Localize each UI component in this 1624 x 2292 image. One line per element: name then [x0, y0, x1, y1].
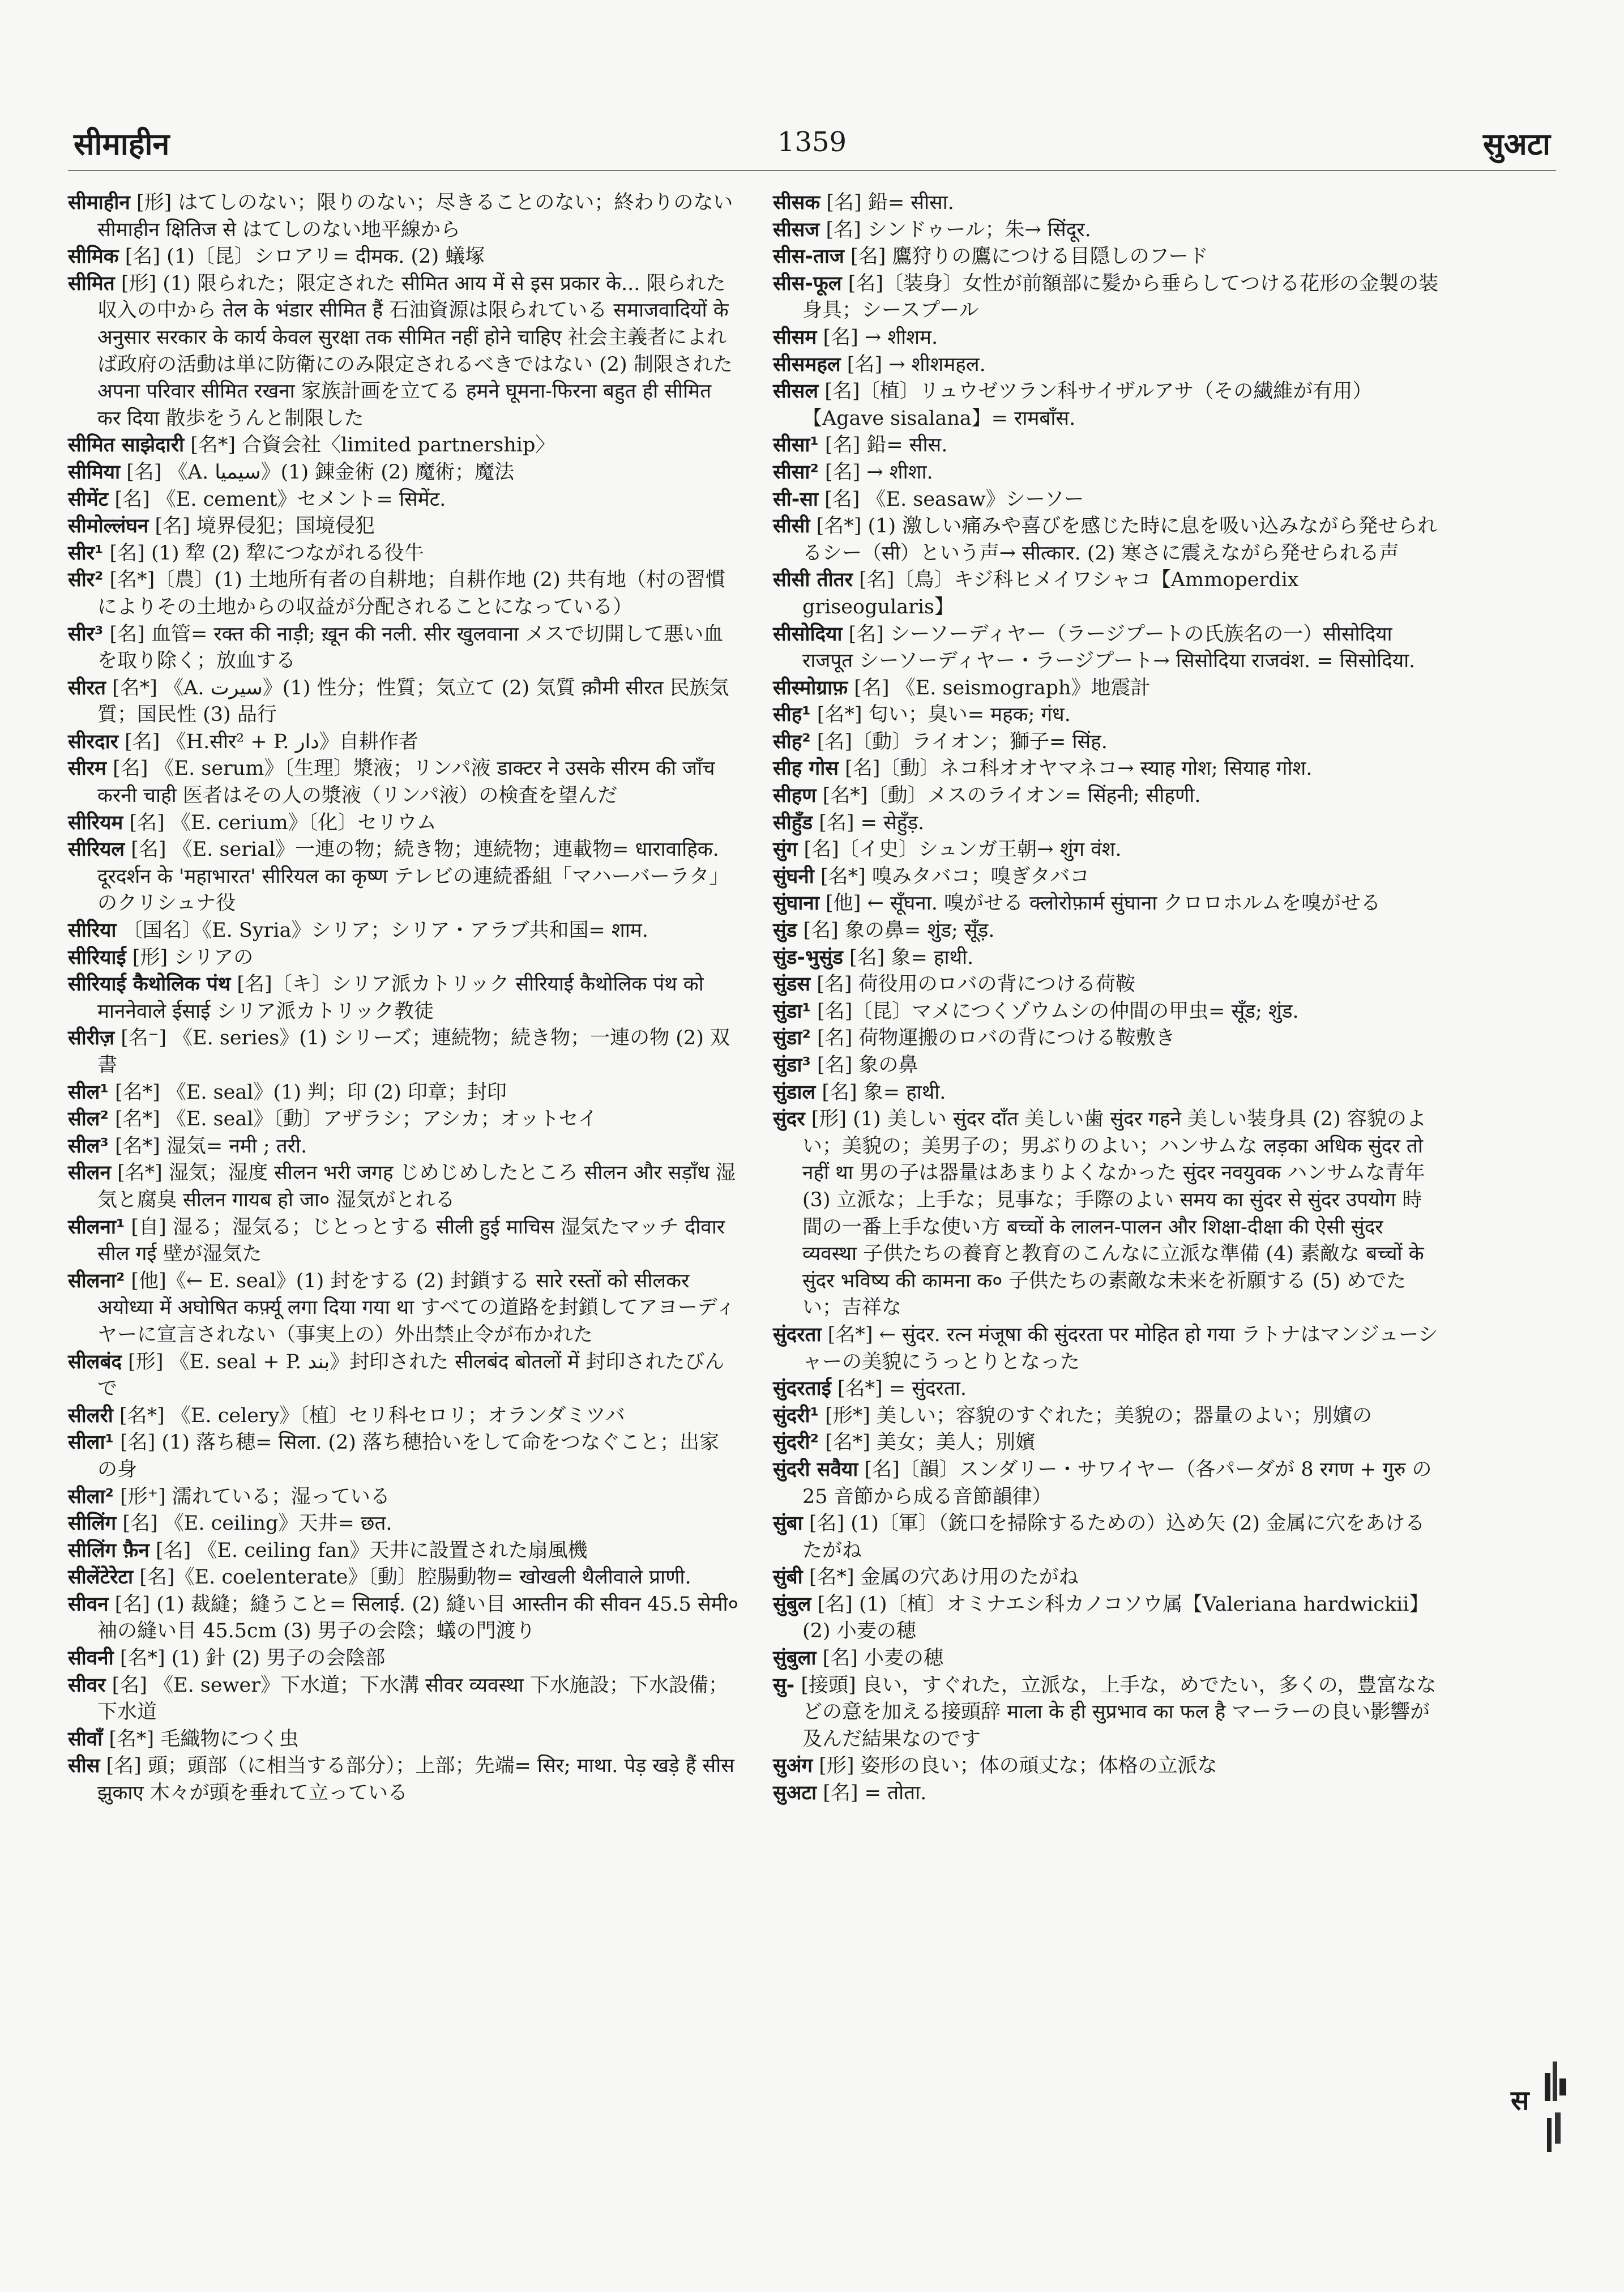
- entry-headword: सीह गोस: [773, 757, 839, 780]
- entry-headword: सीलबंद: [68, 1350, 122, 1373]
- entry-definition: [名] 荷物運搬のロバの背につける鞍敷き: [817, 1027, 1176, 1050]
- entry-headword: सीवनी: [68, 1647, 114, 1670]
- entry-headword: सीमिक: [68, 245, 119, 268]
- entry-headword: सील³: [68, 1134, 109, 1158]
- entry-headword: सीसा¹: [773, 434, 819, 457]
- dictionary-entry: [68, 1645, 739, 1672]
- entry-headword: सुंदरी²: [773, 1431, 819, 1454]
- dictionary-entry: [68, 1510, 739, 1538]
- entry-headword: सीलन: [68, 1162, 111, 1185]
- dictionary-entry: [773, 1672, 1441, 1753]
- dictionary-entry: [68, 540, 739, 567]
- entry-definition: [形] (1) 美しい सुंदर दाँत 美しい歯 सुंदर गहने 美しい装身具 (2) 容貌のよい；美貌の；美男子の；男ぶりのよい；ハンサムな लड़का अधिक सुंदर तो नहीं था 男の子は器量はあまりよくなかった सुंदर नवयुवक ハンサムな青年 (3) 立派な；上手な；見事な；手際のよい समय का सुंदर से सुंदर उपयोग 時間の一番上手な使い方 बच्चों के लालन-पालन और शिक्षा-दीक्षा की ऐसी सुंदर व्यवस्था 子供たちの養育と教育のこんなに立派な準備 (4) 素敵な बच्चों के सुंदर भविष्य की कामना क० 子供たちの素敵な未来を祈願する (5) めでたい；吉祥な: [802, 1108, 1426, 1320]
- dictionary-entry: [68, 271, 739, 433]
- dictionary-entry: [773, 459, 1441, 486]
- thumb-index: [1511, 2056, 1584, 2163]
- entry-headword: सीरियल: [68, 838, 125, 861]
- dictionary-entry: [68, 432, 739, 459]
- entry-headword: सुंड-भुसुंड: [773, 946, 843, 969]
- entry-definition: [名]《E. coelenterate》〔動〕腔腸動物= खोखली थैलीवाले प्राणी.: [139, 1566, 691, 1589]
- entry-headword: सुंदर: [773, 1108, 805, 1131]
- dictionary-entry: [773, 702, 1441, 729]
- entry-headword: सीसल: [773, 380, 819, 403]
- entry-definition: [名*] 湿気= नमी ; तरी.: [114, 1134, 307, 1158]
- dictionary-entry: [68, 486, 739, 514]
- entry-definition: [名*] 毛織物につく虫: [109, 1727, 299, 1751]
- entry-headword: सुंघनी: [773, 865, 814, 888]
- entry-headword: सीलेंटेरेटा: [68, 1566, 134, 1589]
- entry-headword: सुंबुला: [773, 1647, 817, 1670]
- dictionary-entry: [68, 1429, 739, 1483]
- header-rule: [68, 170, 1556, 171]
- entry-headword: सीस-फूल: [773, 272, 842, 295]
- entry-headword: सीरियाई कैथोलिक पंथ: [68, 973, 231, 996]
- entry-definition: [名*] 美女；美人；別嬪: [825, 1431, 1036, 1454]
- dictionary-entry: [773, 271, 1441, 325]
- entry-definition: [名] → शीशमहल.: [847, 353, 986, 376]
- entry-definition: [名] 《E. serial》一連の物；続き物；連続物；連載物= धारावाहिक. दूरदर्शन के 'महाभारत' सीरियल का कृष्ण テレビの連続番組「マハーバーラタ」のクリシュナ役: [97, 838, 729, 915]
- entry-definition: [名] 《E. ceiling》天井= छत.: [122, 1512, 392, 1535]
- dictionary-entry: [773, 244, 1441, 271]
- entry-definition: [形⁺] 濡れている；湿っている: [120, 1485, 390, 1508]
- entry-definition: [名*] (1) 激しい痛みや喜びを感じた時に息を吸い込みながら発せられるシー（सी）という声→ सीत्कार. (2) 寒さに震えながら発せられる声: [802, 515, 1438, 565]
- entry-definition: [名*] (1) 針 (2) 男子の会陰部: [119, 1647, 386, 1670]
- dictionary-entry: [773, 890, 1441, 917]
- entry-definition: [名]〔植〕リュウゼツラン科サイザルアサ（その繊維が有用）【Agave sisalana】= रामबाँस.: [802, 380, 1373, 430]
- dictionary-entry: [773, 513, 1441, 567]
- entry-definition: [名] 境界侵犯；国境侵犯: [155, 515, 375, 538]
- entry-definition: [名]〔装身〕女性が前額部に髪から垂らしてつける花形の金製の装身具；シースプール: [802, 272, 1439, 322]
- entry-definition: [名]〔動〕ネコ科オオヤマネコ→ स्याह गोश; सियाह गोश.: [845, 757, 1313, 780]
- dictionary-entry: [68, 1403, 739, 1430]
- entry-definition: [名] 《E. sewer》下水道；下水溝 सीवर व्यवस्था 下水施設；下水設備；下水道: [97, 1674, 728, 1724]
- entry-headword: सीमित साझेदारी: [68, 434, 185, 457]
- dictionary-entry: [773, 917, 1441, 945]
- entry-definition: [名] = तोता.: [823, 1782, 927, 1805]
- dictionary-entry: [68, 917, 739, 945]
- entry-definition: [名] (1)〔昆〕シロアリ= दीमक. (2) 蟻塚: [125, 245, 485, 268]
- entry-definition: [名*] 合資会社〈limited partnership〉: [190, 434, 555, 457]
- dictionary-entry: [773, 864, 1441, 891]
- entry-definition: [名] 象= हाथी.: [849, 946, 974, 969]
- entry-definition: [名*] 嗅みタバコ；嗅ぎタバコ: [820, 865, 1090, 888]
- entry-definition: [名]〔動〕ライオン；獅子= सिंह.: [817, 730, 1108, 753]
- entry-definition: [名] 小麦の穂: [822, 1647, 944, 1670]
- entry-definition: [接頭] 良い，すぐれた，立派な，上手な，めでたい，多くの，豊富ななどの意を加える接頭辞 माला के ही सुप्रभाव का फल है マーラーの良い影響が及んだ結果なのです: [801, 1674, 1437, 1751]
- entry-definition: [名]〔イ史〕シュンガ王朝→ शुंग वंश.: [804, 838, 1122, 861]
- entry-headword: सीसक: [773, 191, 820, 214]
- dictionary-entry: [773, 1106, 1441, 1322]
- entry-definition: [名] (1) 犂 (2) 犂につながれる役牛: [109, 541, 424, 565]
- entry-definition: [名] (1)〔植〕オミナエシ科カノコソウ属【Valeriana hardwickii】(2) 小麦の穂: [802, 1593, 1429, 1643]
- dictionary-entry: [773, 352, 1441, 379]
- entry-headword: सीह¹: [773, 703, 811, 727]
- entry-headword: सीलना²: [68, 1269, 125, 1292]
- entry-definition: [名] 《A. سیمیا》(1) 錬金術 (2) 魔術；魔法: [126, 460, 515, 484]
- entry-headword: सीसा²: [773, 460, 819, 484]
- entry-headword: सुंग: [773, 838, 798, 861]
- entry-definition: [名*] 《E. seal》〔動〕アザラシ；アシカ；オットセイ: [114, 1108, 598, 1131]
- entry-headword: सुंडा²: [773, 1027, 811, 1050]
- entry-definition: [名] 《E. seismograph》地震計: [854, 676, 1151, 699]
- dictionary-entry: [68, 1268, 739, 1349]
- page-header: [68, 122, 1556, 173]
- entry-headword: सीर¹: [68, 541, 104, 565]
- entry-headword: सीलिंग फ़ैन: [68, 1539, 149, 1562]
- entry-definition: [形*] 美しい；容貌のすぐれた；美貌の；器量のよい；別嬪の: [825, 1404, 1373, 1427]
- dictionary-entry: [773, 567, 1441, 621]
- entry-definition: [名]〔鳥〕キジ科ヒメイワシャコ【Ammoperdix griseogularis】: [802, 569, 1299, 618]
- entry-definition: [名] 鉛= सीस.: [824, 434, 948, 457]
- entry-definition: [名*] 湿気；湿度 सीलन भरी जगह じめじめしたところ सीलन और सड़ाँध 湿気と腐臭 सीलन गायब हो जा० 湿気がとれる: [97, 1162, 736, 1211]
- entry-headword: सीह²: [773, 730, 811, 753]
- entry-headword: सु-: [773, 1674, 795, 1697]
- entry-definition: [他]《← E. seal》(1) 封をする (2) 封鎖する सारे रस्तों को सीलकर अयोध्या में अघोषित कर्फ़्यू लगा दिया गया था すべての道路を封鎖してアヨーディヤーに宣言されない（事実上の）外出禁止令が布かれた: [97, 1269, 736, 1346]
- entry-definition: [名] 《E. serum》〔生理〕漿液；リンパ液 डाक्टर ने उसके सीरम की जाँच करनी चाही 医者はその人の漿液（リンパ液）の検査を望んだ: [97, 757, 715, 808]
- entry-headword: सीवाँ: [68, 1727, 103, 1751]
- entry-definition: [形] はてしのない；限りのない；尽きることのない；終わりのない सीमाहीन क्षितिज से はてしのない地平線から: [97, 191, 733, 241]
- dictionary-entry: [68, 621, 739, 675]
- dictionary-entry: [68, 244, 739, 271]
- dictionary-entry: [68, 1564, 739, 1591]
- entry-headword: सुंडा³: [773, 1054, 811, 1077]
- dictionary-entry: [773, 1052, 1441, 1079]
- entry-definition: [名] 荷役用のロバの背につける荷鞍: [817, 973, 1135, 996]
- dictionary-entry: [68, 1753, 739, 1807]
- entry-definition: [形] 《E. seal + P. بند》封印された सीलबंद बोतलों में 封印されたびんで: [97, 1350, 725, 1401]
- dictionary-entry: [773, 217, 1441, 244]
- dictionary-entry: [68, 729, 739, 756]
- entry-headword: सीवन: [68, 1593, 109, 1616]
- dictionary-entry: [773, 1780, 1441, 1807]
- entry-headword: सीसमहल: [773, 353, 841, 376]
- entry-headword: सुंदरता: [773, 1323, 822, 1346]
- dictionary-entry: [773, 190, 1441, 217]
- entry-definition: [名]〔韻〕スンダリー・サワイヤー（各パーダが 8 रगण + गुरु の 25 音節から成る音節韻律）: [802, 1458, 1432, 1508]
- dictionary-entry: [68, 971, 739, 1025]
- entry-definition: [名⁻] 《E. series》(1) シリーズ；連続物；続き物；一連の物 (2) 双書: [97, 1027, 730, 1077]
- dictionary-entry: [68, 945, 739, 972]
- dictionary-entry: [68, 567, 739, 621]
- dictionary-entry: [68, 810, 739, 837]
- entry-headword: सीलना¹: [68, 1215, 125, 1239]
- entry-headword: सीरियाई: [68, 946, 126, 969]
- entry-definition: [名] 象の鼻: [817, 1054, 918, 1077]
- entry-definition: [形] 姿形の良い；体の頑丈な；体格の立派な: [819, 1755, 1217, 1778]
- entry-headword: सीसी तीतर: [773, 569, 853, 592]
- entry-definition: [名] 血管= रक्त की नाड़ी; ख़ून की नली. सीर खुलवाना メスで切開して悪い血を取り除く；放血する: [97, 622, 724, 673]
- dictionary-entry: [773, 1510, 1441, 1564]
- entry-definition: [名] (1) 落ち穂= सिला. (2) 落ち穂拾いをして命をつなぐこと；出家の身: [97, 1431, 720, 1481]
- dictionary-entry: [773, 783, 1441, 810]
- dictionary-entry: [68, 836, 739, 917]
- dictionary-entry: [68, 1484, 739, 1511]
- entry-headword: सुअटा: [773, 1782, 817, 1805]
- dictionary-entry: [773, 756, 1441, 783]
- dictionary-entry: [68, 1214, 739, 1268]
- entry-headword: सीरियम: [68, 811, 123, 834]
- entry-headword: सीला¹: [68, 1431, 114, 1454]
- entry-headword: सीमेंट: [68, 488, 109, 511]
- entry-definition: [名] (1) 裁縫；縫うこと= सिलाई. (2) 縫い目 आस्तीन की सीवन 45.5 सेमी० 袖の縫い目 45.5cm (3) 男子の会陰；蟻の門渡り: [97, 1593, 738, 1643]
- dictionary-entry: [773, 1591, 1441, 1645]
- entry-headword: सील²: [68, 1108, 109, 1131]
- dictionary-entry: [773, 1645, 1441, 1672]
- entry-definition: [名*] 《A. سیرت》(1) 性分；性質；気立て (2) 気質 क़ौमी सीरत 民族気質；国民性 (3) 品行: [97, 676, 729, 727]
- entry-definition: [名] → शीशा.: [824, 460, 933, 484]
- dictionary-entry: [773, 378, 1441, 432]
- entry-definition: [名] 《H.सीर² + P. دار》自耕作者: [125, 730, 418, 753]
- entry-definition: [名]〔昆〕マメにつくゾウムシの仲間の甲虫= सूँड; शुंड.: [817, 1000, 1299, 1023]
- entry-headword: सीरत: [68, 676, 106, 699]
- entry-headword: सुअंग: [773, 1755, 813, 1778]
- entry-definition: [名] シンドゥール；朱→ सिंदूर.: [826, 218, 1091, 241]
- entry-definition: [名] 鉛= सीसा.: [826, 191, 954, 214]
- dictionary-entry: [68, 675, 739, 729]
- entry-definition: [名] 象の鼻= शुंड; सूँड़.: [803, 919, 995, 942]
- entry-definition: [名*]〔動〕メスのライオン= सिंहनी; सीहणी.: [822, 784, 1201, 808]
- dictionary-entry: [68, 1025, 739, 1079]
- entry-definition: [名*] 《E. celery》〔植〕セリ科セロリ；オランダミツバ: [119, 1404, 625, 1427]
- dictionary-entry: [773, 1753, 1441, 1780]
- dictionary-entry: [773, 675, 1441, 702]
- entry-definition: [名*] = सुंदरता.: [837, 1377, 967, 1401]
- entry-definition: [名] = सेहुँड़.: [819, 811, 925, 834]
- guide-word-left: सीमाहीन: [74, 126, 170, 162]
- entry-definition: [他] ← सूँघना. 嗅がせる क्लोरोफ़ार्म सुंघाना クロロホルムを嗅がせる: [826, 892, 1381, 915]
- entry-headword: सुंड: [773, 919, 797, 942]
- entry-headword: सीसज: [773, 218, 820, 241]
- right-column: [773, 190, 1441, 1807]
- dictionary-entry: [773, 432, 1441, 459]
- entry-headword: सीरदार: [68, 730, 119, 753]
- dictionary-entry: [68, 1079, 739, 1107]
- dictionary-entry: [68, 513, 739, 540]
- entry-definition: [名] (1)〔軍〕（銃口を掃除するための）込め矢 (2) 金属に穴をあけるたがね: [802, 1512, 1425, 1562]
- dictionary-entry: [68, 190, 739, 244]
- entry-headword: सुंडाल: [773, 1081, 816, 1104]
- entry-definition: [形] シリアの: [132, 946, 254, 969]
- dictionary-entry: [773, 325, 1441, 352]
- entry-headword: सील¹: [68, 1081, 109, 1104]
- dictionary-entry: [773, 1457, 1441, 1510]
- dictionary-entry: [773, 486, 1441, 514]
- entry-definition: [名] シーソーディヤー（ラージプートの氏族名の一）सीसोदिया राजपूत シーソーディヤー・ラージプート→ सिसोदिया राजवंश. = सिसोदिया.: [802, 622, 1416, 673]
- entry-definition: [自] 湿る；湿気る；じとっとする सीली हुई माचिस 湿気たマッチ दीवार सील गई 壁が湿気た: [97, 1215, 725, 1266]
- dictionary-entry: [773, 621, 1441, 675]
- dictionary-entry: [68, 756, 739, 809]
- entry-definition: [名] 《E. cerium》〔化〕セリウム: [129, 811, 437, 834]
- entry-definition: [名] 鷹狩りの鷹につける目隠しのフード: [851, 245, 1208, 268]
- entry-headword: सीसोदिया: [773, 622, 843, 646]
- dictionary-entry: [773, 1429, 1441, 1457]
- entry-definition: [名*]〔農〕(1) 土地所有者の自耕地；自耕作地 (2) 共有地（村の習慣によりその土地からの収益が分配されることになっている）: [97, 569, 725, 618]
- dictionary-entry: [68, 1538, 739, 1565]
- entry-headword: सीर³: [68, 622, 104, 646]
- dictionary-entry: [773, 1376, 1441, 1403]
- entry-headword: सुंदरी¹: [773, 1404, 819, 1427]
- dictionary-entry: [68, 459, 739, 486]
- dictionary-entry: [773, 810, 1441, 837]
- entry-headword: सीलिंग: [68, 1512, 117, 1535]
- guide-word-right: सुअटा: [1483, 126, 1550, 162]
- entry-headword: सुंबुल: [773, 1593, 811, 1616]
- dictionary-entry: [68, 1349, 739, 1403]
- dictionary-entry: [68, 1133, 739, 1160]
- entry-headword: सी-सा: [773, 488, 818, 511]
- entry-headword: सीस: [68, 1755, 100, 1778]
- entry-headword: सीला²: [68, 1485, 114, 1508]
- entry-definition: [名] → शीशम.: [823, 326, 938, 349]
- entry-headword: सुंदरताई: [773, 1377, 831, 1401]
- left-column: [68, 190, 739, 1807]
- entry-definition: [名] 頭；頭部（に相当する部分）；上部；先端= सिर; माथा. पेड़ खड़े हैं सीस झुकाए 木々が頭を垂れて立っている: [97, 1755, 734, 1805]
- entry-headword: सुंबी: [773, 1566, 803, 1589]
- entry-headword: सीरीज़: [68, 1027, 115, 1050]
- thumb-index-letter: स: [1511, 2085, 1529, 2116]
- dictionary-entry: [773, 1322, 1441, 1376]
- entry-headword: सुंघाना: [773, 892, 819, 915]
- entry-headword: सीसम: [773, 326, 817, 349]
- dictionary-entry: [773, 1079, 1441, 1107]
- entry-headword: सीर²: [68, 569, 104, 592]
- dictionary-entry: [68, 1672, 739, 1726]
- entry-definition: [形] (1) 限られた；限定された सीमित आय में से इस प्रकार के... 限られた収入の中から तेल के भंडार सीमित हैं 石油資源は限られている समाजवादियों के अनुसार सरकार के कार्य केवल सुरक्षा तक सीमित नहीं होने चाहिए 社会主義者によれば政府の活動は単に防衛にのみ限定されるべきではない (2) 制限された अपना परिवार सीमित रखना 家族計画を立てる हमने घूमना-फिरना बहुत ही सीमित कर दिया 散歩をうんと制限した: [97, 272, 733, 430]
- entry-headword: सुंबा: [773, 1512, 803, 1535]
- dictionary-entry: [773, 729, 1441, 756]
- thumb-index-mark-icon: [1544, 2056, 1572, 2158]
- entry-headword: सीसी: [773, 515, 810, 538]
- dictionary-entry: [773, 998, 1441, 1026]
- entry-definition: 〔国名〕《E. Syria》シリア；シリア・アラブ共和国= शाम.: [122, 919, 648, 942]
- entry-headword: सीरम: [68, 757, 106, 780]
- dictionary-entry: [773, 836, 1441, 864]
- entry-headword: सीमित: [68, 272, 115, 295]
- entry-definition: [名] 象= हाथी.: [822, 1081, 946, 1104]
- entry-definition: [名]〔キ〕シリア派カトリック सीरियाई कैथोलिक पंथ को माननेवाले ईसाई シリア派カトリック教徒: [97, 973, 704, 1023]
- entry-headword: सीमिया: [68, 460, 121, 484]
- entry-headword: सीहुँड: [773, 811, 813, 834]
- entry-headword: सुंडस: [773, 973, 811, 996]
- entry-headword: सुंडा¹: [773, 1000, 811, 1023]
- entry-headword: सुंदरी सवैया: [773, 1458, 858, 1481]
- dictionary-entry: [68, 1160, 739, 1214]
- entry-definition: [名*] 匂い；臭い= महक; गंध.: [817, 703, 1071, 727]
- dictionary-entry: [773, 971, 1441, 998]
- entry-headword: सीस-ताज: [773, 245, 844, 268]
- entry-headword: सीवर: [68, 1674, 106, 1697]
- entry-definition: [名] 《E. ceiling fan》天井に設置された扇風機: [155, 1539, 588, 1562]
- entry-definition: [名] 《E. cement》セメント= सिमेंट.: [114, 488, 446, 511]
- entry-headword: सीरिया: [68, 919, 117, 942]
- entry-definition: [名] 《E. seasaw》シーソー: [824, 488, 1084, 511]
- dictionary-entry: [68, 1106, 739, 1133]
- dictionary-entry: [773, 1403, 1441, 1430]
- entry-headword: सीमोल्लंघन: [68, 515, 149, 538]
- entry-headword: सीस्मोग्राफ़: [773, 676, 848, 699]
- dictionary-entry: [773, 1564, 1441, 1591]
- entry-headword: सीलरी: [68, 1404, 113, 1427]
- dictionary-entry: [68, 1591, 739, 1645]
- entry-definition: [名*] 《E. seal》(1) 判；印 (2) 印章；封印: [114, 1081, 507, 1104]
- entry-headword: सीमाहीन: [68, 191, 130, 214]
- entry-definition: [名*] 金属の穴あけ用のたがね: [809, 1566, 1079, 1589]
- entry-definition: [名*] ← सुंदर. रत्न मंजूषा की सुंदरता पर मोहित हो गया ラトナはマンジューシャーの美貌にうっとりとなった: [802, 1323, 1438, 1373]
- entry-headword: सीहण: [773, 784, 817, 808]
- dictionary-entry: [773, 945, 1441, 972]
- dictionary-entry: [68, 1726, 739, 1753]
- page-number: 1359: [777, 126, 847, 158]
- dictionary-entry: [773, 1025, 1441, 1052]
